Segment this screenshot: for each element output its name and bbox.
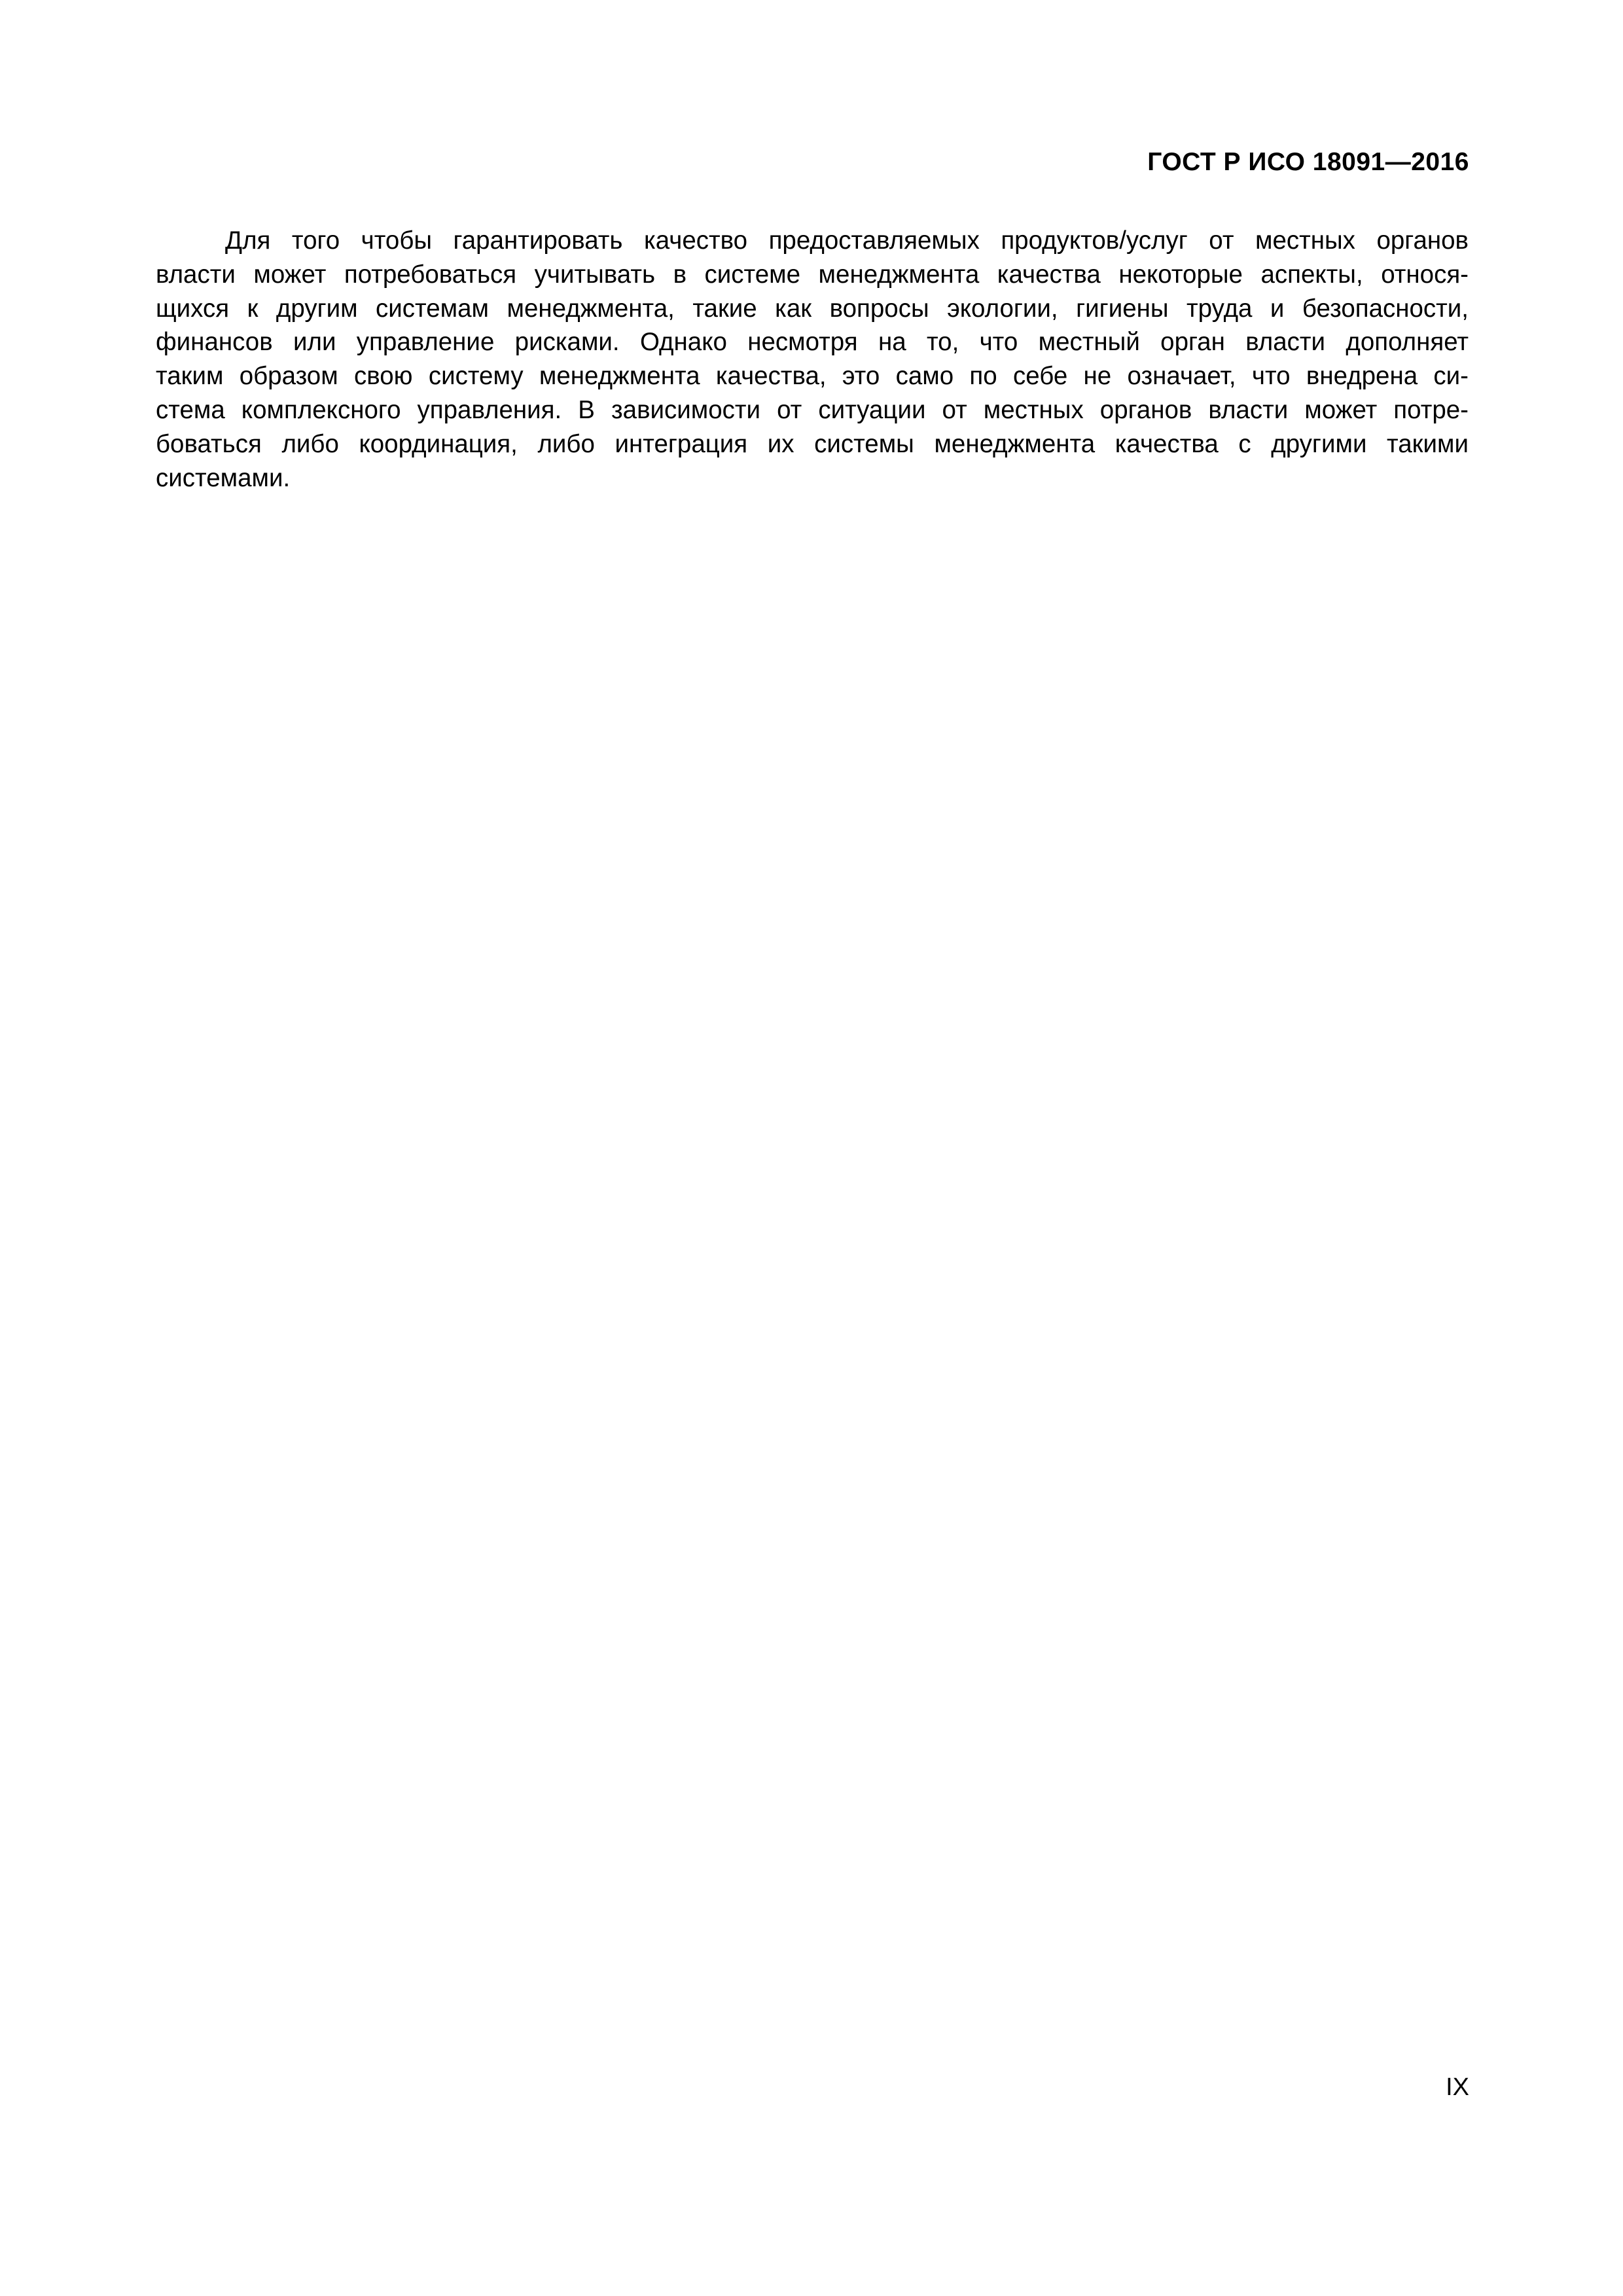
page-number: IX xyxy=(1446,2073,1469,2101)
document-header-code: ГОСТ Р ИСО 18091—2016 xyxy=(1147,148,1469,176)
paragraph-line: стема комплексного управления. В зависимости от ситуации от местных органов власти может потре- xyxy=(156,395,1469,424)
paragraph-line: Для того чтобы гарантировать качество предоставляемых продуктов/услуг от местных органов xyxy=(225,226,1469,255)
paragraph-line: таким образом свою систему менеджмента качества, это само по себе не означает, что внедрена си- xyxy=(156,362,1469,391)
paragraph-line: щихся к другим системам менеджмента, такие как вопросы экологии, гигиены труда и безопасности, xyxy=(156,294,1469,323)
paragraph-line: финансов или управление рисками. Однако несмотря на то, что местный орган власти дополняет xyxy=(156,328,1469,357)
paragraph-line: боваться либо координация, либо интеграция их системы менеджмента качества с другими такими xyxy=(156,429,1469,458)
body-paragraph xyxy=(156,224,1469,495)
paragraph-line: власти может потребоваться учитывать в системе менеджмента качества некоторые аспекты, относя- xyxy=(156,260,1469,289)
paragraph-line: системами. xyxy=(156,463,291,492)
